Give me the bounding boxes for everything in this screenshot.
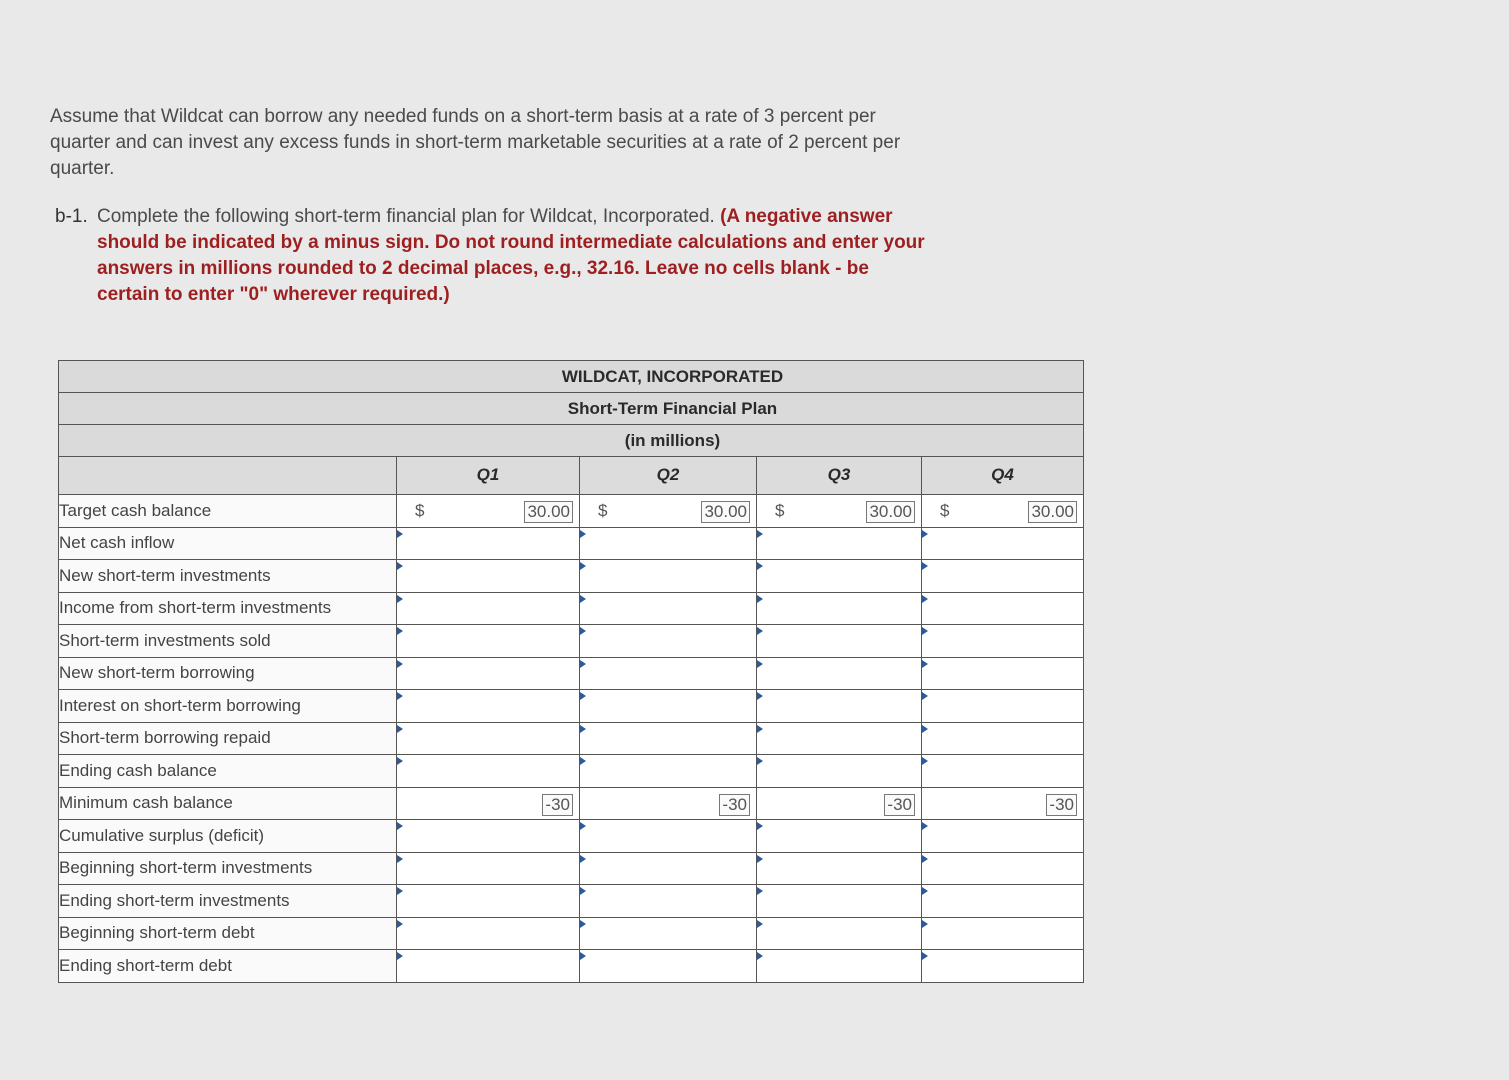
min-cash-q2: -30 <box>719 794 750 816</box>
row-label: Short-term borrowing repaid <box>59 722 397 755</box>
input-cell[interactable] <box>922 820 1084 853</box>
input-cell[interactable] <box>922 560 1084 593</box>
quarter-header-q2: Q2 <box>580 457 757 495</box>
quarter-header-q1: Q1 <box>397 457 580 495</box>
input-cell[interactable] <box>580 950 757 983</box>
row-ending-st-investments <box>59 885 1084 918</box>
dollar-sign: $ <box>775 501 785 520</box>
row-label: Ending short-term investments <box>59 885 397 918</box>
row-label: New short-term borrowing <box>59 657 397 690</box>
input-cell[interactable] <box>397 690 580 723</box>
row-label: Interest on short-term borrowing <box>59 690 397 723</box>
input-cell[interactable] <box>397 560 580 593</box>
row-label: Beginning short-term investments <box>59 852 397 885</box>
input-cell[interactable] <box>580 852 757 885</box>
input-cell[interactable] <box>922 950 1084 983</box>
row-label: Cumulative surplus (deficit) <box>59 820 397 853</box>
row-label: Ending short-term debt <box>59 950 397 983</box>
input-cell[interactable] <box>922 527 1084 560</box>
subtitle-row <box>59 393 1084 425</box>
input-cell[interactable] <box>757 657 922 690</box>
row-label: Ending cash balance <box>59 755 397 788</box>
row-net-cash-inflow <box>59 527 1084 560</box>
input-cell[interactable] <box>397 592 580 625</box>
input-cell[interactable] <box>580 657 757 690</box>
units-row <box>59 425 1084 457</box>
input-cell[interactable] <box>757 820 922 853</box>
table-title: WILDCAT, INCORPORATED <box>561 366 784 386</box>
input-cell[interactable] <box>922 755 1084 788</box>
input-cell[interactable] <box>922 690 1084 723</box>
input-cell[interactable] <box>580 592 757 625</box>
input-cell[interactable] <box>922 722 1084 755</box>
title-row <box>59 361 1084 393</box>
row-label: Beginning short-term debt <box>59 917 397 950</box>
row-ending-st-debt <box>59 950 1084 983</box>
input-cell[interactable] <box>397 950 580 983</box>
row-cumulative-surplus <box>59 820 1084 853</box>
input-cell[interactable] <box>922 885 1084 918</box>
row-target-cash <box>59 495 1084 528</box>
input-cell[interactable] <box>580 885 757 918</box>
target-cash-q4: 30.00 <box>1028 501 1077 523</box>
input-cell[interactable] <box>757 917 922 950</box>
row-label: Minimum cash balance <box>59 787 397 820</box>
input-cell[interactable] <box>397 625 580 658</box>
question-text: Complete the following short-term financial plan for Wildcat, Incorporated. <box>97 206 715 227</box>
input-cell[interactable] <box>757 950 922 983</box>
input-cell[interactable] <box>922 625 1084 658</box>
row-beginning-st-debt <box>59 917 1084 950</box>
target-cash-q1: 30.00 <box>524 501 573 523</box>
row-st-investments-sold <box>59 625 1084 658</box>
input-cell[interactable] <box>757 560 922 593</box>
input-cell[interactable] <box>397 820 580 853</box>
input-cell[interactable] <box>580 755 757 788</box>
row-label: Short-term investments sold <box>59 625 397 658</box>
input-cell[interactable] <box>757 527 922 560</box>
dollar-sign: $ <box>940 501 950 520</box>
input-cell[interactable] <box>397 885 580 918</box>
input-cell[interactable] <box>922 592 1084 625</box>
input-cell[interactable] <box>580 690 757 723</box>
input-cell[interactable] <box>580 722 757 755</box>
row-label: Income from short-term investments <box>59 592 397 625</box>
quarter-header-q3: Q3 <box>757 457 922 495</box>
input-cell[interactable] <box>922 852 1084 885</box>
quarter-header-q4: Q4 <box>922 457 1084 495</box>
input-cell[interactable] <box>757 722 922 755</box>
input-cell[interactable] <box>757 755 922 788</box>
row-label: New short-term investments <box>59 560 397 593</box>
input-cell[interactable] <box>580 527 757 560</box>
min-cash-q1: -30 <box>542 794 573 816</box>
input-cell[interactable] <box>397 852 580 885</box>
financial-plan-table <box>58 360 1084 983</box>
quarter-header-row <box>59 457 1084 495</box>
input-cell[interactable] <box>397 527 580 560</box>
input-cell[interactable] <box>757 690 922 723</box>
row-new-st-investments <box>59 560 1084 593</box>
input-cell[interactable] <box>580 820 757 853</box>
input-cell[interactable] <box>397 722 580 755</box>
input-cell[interactable] <box>757 592 922 625</box>
blank-header-cell <box>59 457 397 495</box>
input-cell[interactable] <box>397 755 580 788</box>
input-cell[interactable] <box>757 852 922 885</box>
input-cell[interactable] <box>397 917 580 950</box>
row-label: Target cash balance <box>59 495 397 528</box>
row-label: Net cash inflow <box>59 527 397 560</box>
input-cell[interactable] <box>580 917 757 950</box>
table-units: (in millions) <box>624 430 721 450</box>
row-st-borrowing-repaid <box>59 722 1084 755</box>
question-instruction: (A negative answer should be indicated by a minus sign. Do not round intermediate calculations and enter your answers in millions rounded to 2 decimal places, e.g., 32.16. Leave no cells blank - be certain to enter "0" wherever required.) <box>97 206 925 305</box>
input-cell[interactable] <box>580 625 757 658</box>
row-new-st-borrowing <box>59 657 1084 690</box>
target-cash-q3: 30.00 <box>866 501 915 523</box>
input-cell[interactable] <box>757 885 922 918</box>
input-cell[interactable] <box>757 625 922 658</box>
row-ending-cash <box>59 755 1084 788</box>
target-cash-q2: 30.00 <box>701 501 750 523</box>
input-cell[interactable] <box>922 917 1084 950</box>
row-interest-st-borrowing <box>59 690 1084 723</box>
input-cell[interactable] <box>922 657 1084 690</box>
input-cell[interactable] <box>580 560 757 593</box>
min-cash-q3: -30 <box>884 794 915 816</box>
row-beginning-st-investments <box>59 852 1084 885</box>
min-cash-q4: -30 <box>1046 794 1077 816</box>
table-subtitle: Short-Term Financial Plan <box>567 398 778 418</box>
intro-text: Assume that Wildcat can borrow any needed funds on a short-term basis at a rate of 3 percent per quarter and can invest any excess funds in short-term marketable securities at a rate of 2 percent per quarter. <box>50 106 901 179</box>
question-b1 <box>55 204 935 308</box>
input-cell[interactable] <box>397 657 580 690</box>
question-number: b-1. <box>55 206 88 227</box>
row-income-st-investments <box>59 592 1084 625</box>
row-min-cash <box>59 787 1084 820</box>
dollar-sign: $ <box>598 501 608 520</box>
dollar-sign: $ <box>415 501 425 520</box>
